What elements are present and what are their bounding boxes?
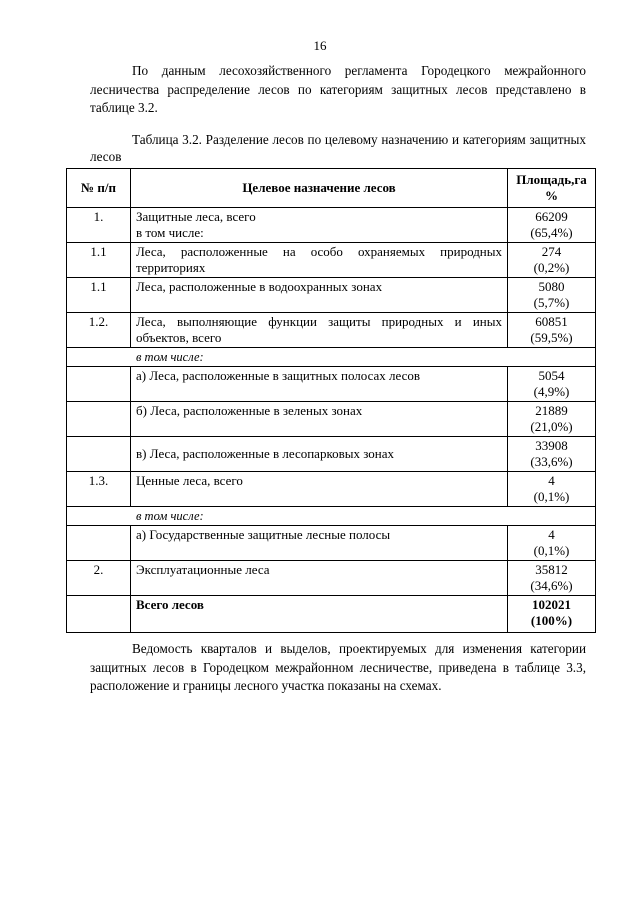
intro-paragraph: По данным лесохозяйственного регламента Городецкого межрайонного лесничества распределение лесов по категориям защитных лесов представлено в таблице 3.2. — [90, 63, 586, 115]
row-num — [67, 367, 131, 402]
row-area — [508, 243, 596, 278]
row-area-pct: (34,6%) — [530, 578, 573, 593]
row-area-pct: (65,4%) — [530, 225, 573, 240]
row-area-value: 4 — [548, 527, 555, 542]
row-desc: б) Леса, расположенные в зеленых зонах — [131, 402, 508, 437]
row-area — [508, 208, 596, 243]
total-area-value: 102021 — [532, 597, 571, 612]
header-area — [508, 169, 596, 208]
row-area — [508, 313, 596, 348]
row-desc: а) Леса, расположенные в защитных полосах лесов — [131, 367, 508, 402]
forest-category-table — [66, 168, 596, 633]
row-area — [508, 472, 596, 507]
row-num — [67, 437, 131, 472]
table-row — [67, 437, 596, 472]
row-area-pct: (21,0%) — [530, 419, 573, 434]
table-row — [67, 526, 596, 561]
table-total-row — [67, 596, 596, 633]
row-desc-line1: Защитные леса, всего — [136, 209, 256, 224]
table-row — [67, 561, 596, 596]
row-area-pct: (5,7%) — [533, 295, 570, 310]
row-num: 1. — [67, 208, 131, 243]
row-area — [508, 437, 596, 472]
row-area-value: 33908 — [535, 438, 568, 453]
table-subheader-row — [67, 507, 596, 526]
row-area-value: 21889 — [535, 403, 568, 418]
total-area — [508, 596, 596, 633]
row-area-pct: (0,2%) — [533, 260, 570, 275]
subheader-text: в том числе: — [67, 507, 596, 526]
row-num — [67, 402, 131, 437]
row-area-pct: (0,1%) — [533, 489, 570, 504]
row-area — [508, 278, 596, 313]
table-row — [67, 367, 596, 402]
row-area-pct: (59,5%) — [530, 330, 573, 345]
row-area-value: 60851 — [535, 314, 568, 329]
row-area — [508, 402, 596, 437]
header-purpose: Целевое назначение лесов — [131, 169, 508, 208]
table-row — [67, 208, 596, 243]
table-subheader-row — [67, 348, 596, 367]
table-header-row — [67, 169, 596, 208]
row-desc-line2: в том числе: — [136, 225, 204, 240]
row-area-value: 5080 — [538, 279, 565, 294]
row-desc — [131, 208, 508, 243]
row-num — [67, 526, 131, 561]
table-row — [67, 313, 596, 348]
row-desc: Леса, расположенные на особо охраняемых природных территориях — [131, 243, 508, 278]
row-area — [508, 561, 596, 596]
subheader-text: в том числе: — [67, 348, 596, 367]
row-area-pct: (33,6%) — [530, 454, 573, 469]
row-area — [508, 526, 596, 561]
row-area-value: 66209 — [535, 209, 568, 224]
row-area-pct: (0,1%) — [533, 543, 570, 558]
table-row — [67, 472, 596, 507]
header-area-line1: Площадь,га — [516, 172, 587, 187]
total-label: Всего лесов — [131, 596, 508, 633]
table-caption: Таблица 3.2. Разделение лесов по целевому назначению и категориям защитных лесов — [90, 132, 586, 164]
row-num: 1.1 — [67, 243, 131, 278]
row-num: 1.3. — [67, 472, 131, 507]
row-area-pct: (4,9%) — [533, 384, 570, 399]
header-num: № п/п — [67, 169, 131, 208]
table-row — [67, 243, 596, 278]
row-desc: Ценные леса, всего — [131, 472, 508, 507]
table-row — [67, 278, 596, 313]
row-num: 1.1 — [67, 278, 131, 313]
row-desc: Эксплуатационные леса — [131, 561, 508, 596]
row-desc: Леса, выполняющие функции защиты природных и иных объектов, всего — [131, 313, 508, 348]
total-num-cell — [67, 596, 131, 633]
total-area-pct: (100%) — [530, 613, 573, 628]
row-area-value: 274 — [541, 244, 562, 259]
page-number: 16 — [313, 38, 327, 53]
outro-paragraph: Ведомость кварталов и выделов, проектируемых для изменения категории защитных лесов в Городецком межрайонном лесничестве, приведена в таблице 3.3, расположение и границы лесного участка показаны на схемах. — [90, 641, 586, 693]
row-desc: в) Леса, расположенные в лесопарковых зонах — [131, 437, 508, 472]
row-num: 1.2. — [67, 313, 131, 348]
row-num: 2. — [67, 561, 131, 596]
row-area-value: 35812 — [535, 562, 568, 577]
row-desc: а) Государственные защитные лесные полосы — [131, 526, 508, 561]
table-row — [67, 402, 596, 437]
row-area-value: 5054 — [538, 368, 565, 383]
header-area-line2: % — [545, 188, 558, 203]
row-area — [508, 367, 596, 402]
row-desc: Леса, расположенные в водоохранных зонах — [131, 278, 508, 313]
row-area-value: 4 — [548, 473, 555, 488]
